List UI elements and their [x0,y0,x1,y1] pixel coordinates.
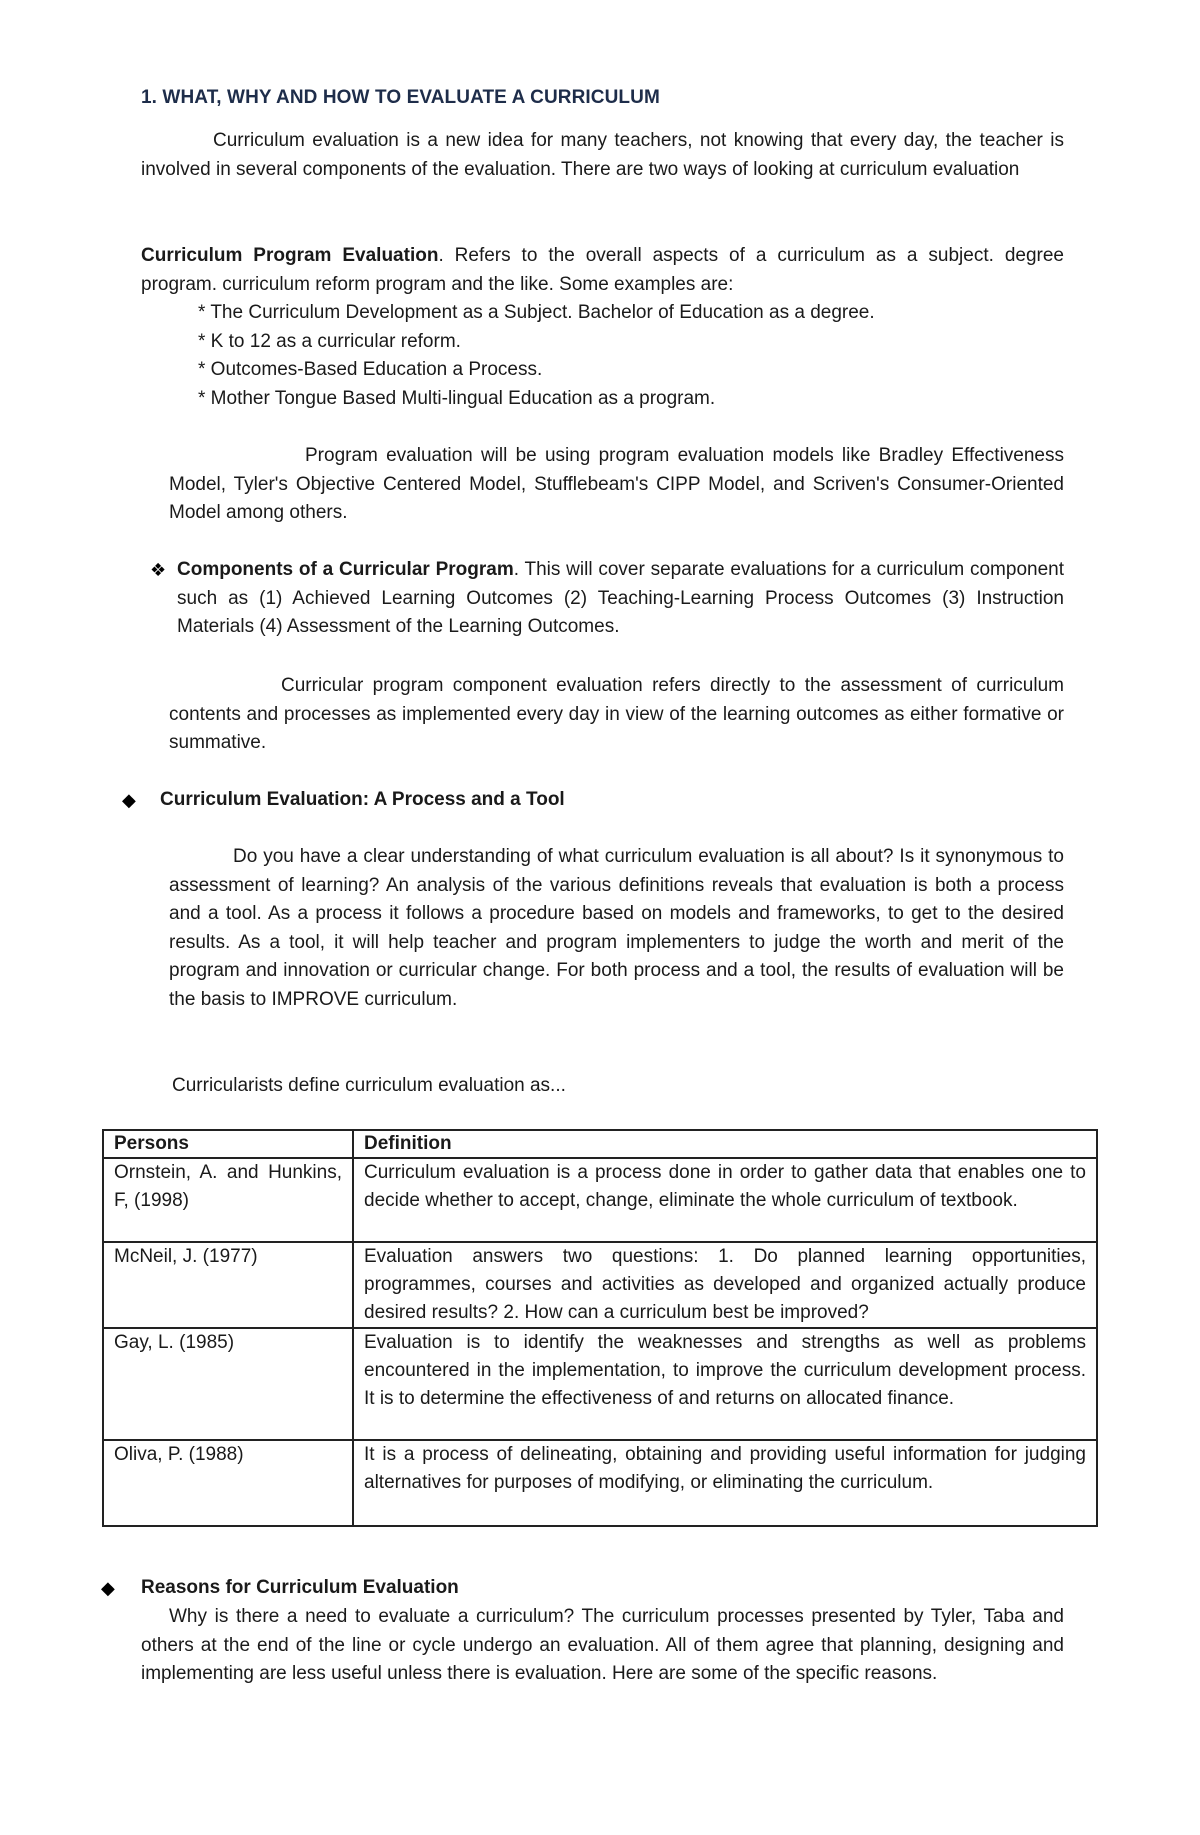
intro-paragraph: Curriculum evaluation is a new idea for many teachers, not knowing that every day, the teacher is involved in several components of the evaluation. There are two ways of looking at curriculum evaluation [141,130,1064,180]
program-evaluation-paragraph [141,242,1064,299]
components-text: . This will cover separate evaluations for a curriculum component such as (1) Achieved Learning Outcomes (2) Teaching-Learning Process Outcomes (3) Instruction Materials (4) Assessment of the Learning Outcomes. [177,559,1064,637]
diamond-bullet-icon: ◆ [122,790,136,810]
section-heading: 1. WHAT, WHY AND HOW TO EVALUATE A CURRICULUM [141,87,660,108]
table-cell-person: McNeil, J. (1977) [103,1242,353,1328]
component-evaluation-paragraph: Curricular program component evaluation refers directly to the assessment of curriculum contents and processes as implemented every day in view of the learning outcomes as either formative or summative. [169,675,1064,753]
table-header-row [103,1130,1097,1158]
models-paragraph: Program evaluation will be using program evaluation models like Bradley Effectiveness Model, Tyler's Objective Centered Model, Stufflebeam's CIPP Model, and Scriven's Consumer-Oriented Model among others. [169,445,1064,523]
table-cell-definition: Evaluation is to identify the weaknesses and strengths as well as problems encountered in the implementation, to improve the curriculum development process. It is to determine the effectiveness of and returns on allocated finance. [353,1328,1097,1440]
table-cell-definition: Evaluation answers two questions: 1. Do planned learning opportunities, programmes, courses and activities as developed and organized actually produce desired results? 2. How can a curriculum best be improved? [353,1242,1097,1328]
definitions-table [102,1129,1098,1527]
reasons-title: Reasons for Curriculum Evaluation [141,1577,459,1598]
header-definition: Definition [353,1130,1097,1158]
table-cell-person: Oliva, P. (1988) [103,1440,353,1526]
program-evaluation-term: Curriculum Program Evaluation [141,245,439,266]
table-row [103,1328,1097,1440]
program-evaluation-text: . Refers to the overall aspects of a curriculum as a subject. degree program. curriculum reform program and the like. Some examples are: [141,245,1064,295]
reasons-paragraph: Why is there a need to evaluate a curriculum? The curriculum processes presented by Tyler, Taba and others at the end of the line or cycle undergo an evaluation. All of them agree that planning, designing and implementing are less useful unless there is evaluation. Here are some of the specific reasons. [141,1606,1064,1684]
table-row [103,1158,1097,1242]
process-tool-paragraph: Do you have a clear understanding of what curriculum evaluation is all about? Is it synonymous to assessment of learning? An analysis of the various definitions reveals that evaluation is both a process and a tool. As a process it follows a procedure based on models and frameworks, to get to the desired results. As a tool, it will help teacher and program implementers to judge the worth and merit of the program and innovation or curricular change. For both process and a tool, the results of evaluation will be the basis to IMPROVE curriculum. [169,846,1064,1010]
header-persons: Persons [103,1130,353,1158]
process-tool-title: Curriculum Evaluation: A Process and a Tool [160,789,565,810]
table-row [103,1440,1097,1526]
components-paragraph [177,556,1064,642]
table-cell-definition: Curriculum evaluation is a process done in order to gather data that enables one to decide whether to accept, change, eliminate the whole curriculum of textbook. [353,1158,1097,1242]
diamond-cross-bullet-icon: ❖ [150,560,167,580]
diamond-bullet-icon: ◆ [101,1578,115,1598]
table-row [103,1242,1097,1328]
list-item: * K to 12 as a curricular reform. [198,330,461,352]
curricularists-lead: Curricularists define curriculum evaluation as... [172,1075,566,1096]
table-cell-definition: It is a process of delineating, obtaining and providing useful information for judging alternatives for purposes of modifying, or eliminating the curriculum. [353,1440,1097,1526]
list-item: * Mother Tongue Based Multi-lingual Education as a program. [198,387,716,409]
components-term: Components of a Curricular Program [177,559,514,580]
examples-list [198,299,1078,413]
table-cell-person: Ornstein, A. and Hunkins, F, (1998) [103,1158,353,1242]
list-item: * Outcomes-Based Education a Process. [198,359,543,380]
table-cell-person: Gay, L. (1985) [103,1328,353,1440]
list-item: * The Curriculum Development as a Subject. Bachelor of Education as a degree. [198,302,875,323]
